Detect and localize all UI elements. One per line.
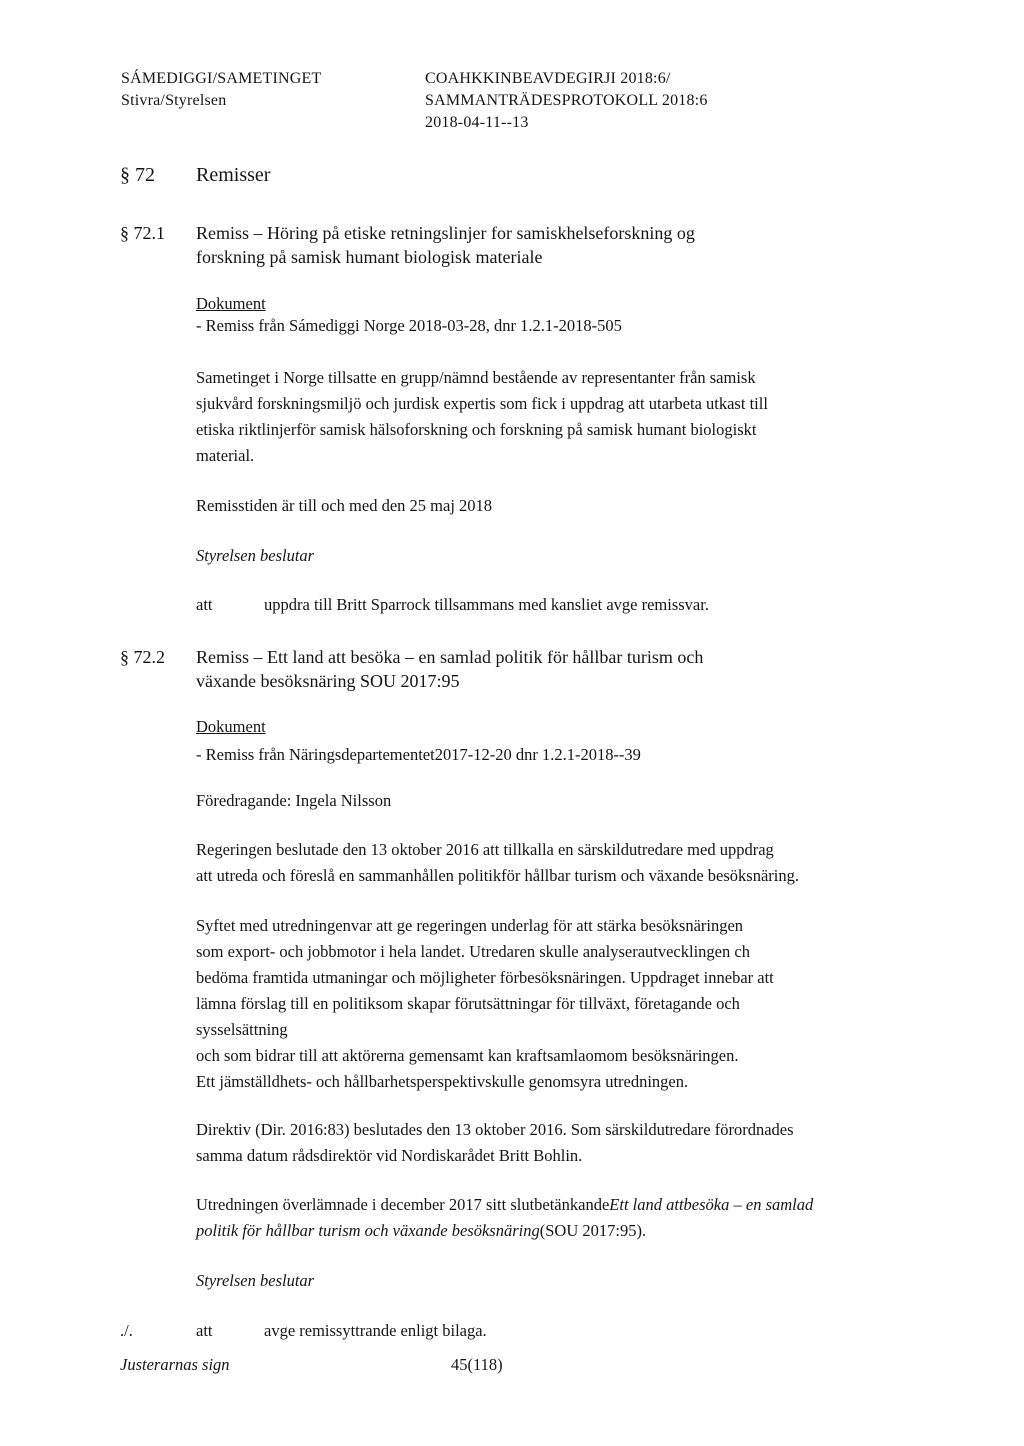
item2-presenter: Föredragande: Ingela Nilsson bbox=[196, 791, 392, 810]
report-title-part1: Ett land attbesöka – en samlad bbox=[609, 1195, 814, 1214]
item2-para2-line: lämna förslag till en politiksom skapar förutsättningar för tillväxt, företagande och bbox=[196, 994, 740, 1013]
attachment-mark: ./. bbox=[120, 1321, 133, 1340]
item2-doc-label: Dokument bbox=[196, 717, 266, 736]
item2-para2-line: Syftet med utredningenvar att ge regeringen underlag för att stärka besöksnäringen bbox=[196, 916, 744, 935]
item2-para2-line: och som bidrar till att aktörerna gemensamt kan kraftsamlaomom besöksnäringen. bbox=[196, 1046, 739, 1065]
para4-text: Utredningen överlämnade i december 2017 sitt slutbetänkande bbox=[196, 1195, 610, 1214]
item2-para2-line: sysselsättning bbox=[196, 1020, 288, 1039]
item1-title-line2: forskning på samisk humant biologisk materiale bbox=[196, 247, 543, 267]
item2-number: § 72.2 bbox=[120, 647, 165, 667]
item2-decision-att: att bbox=[196, 1321, 213, 1340]
item1-para-line: sjukvård forskningsmiljö och jurdisk expertis som fick i uppdrag att utarbeta utkast till bbox=[196, 394, 768, 413]
item2-para4-line1 bbox=[196, 1192, 813, 1218]
item1-deadline: Remisstiden är till och med den 25 maj 2018 bbox=[196, 496, 493, 515]
item2-title-line1: Remiss – Ett land att besöka – en samlad politik för hållbar turism och bbox=[196, 647, 704, 667]
doc-subtitle: SAMMANTRÄDESPROTOKOLL 2018:6 bbox=[425, 92, 708, 109]
org-body: Stivra/Styrelsen bbox=[121, 92, 227, 109]
item1-decision-text: uppdra till Britt Sparrock tillsammans med kansliet avge remissvar. bbox=[264, 595, 709, 614]
line-text: som export- och jobbmotor i hela landet. Utredaren skulle analyserautvecklingen ch bbox=[196, 942, 750, 961]
doc-date: 2018-04-11--13 bbox=[425, 114, 529, 131]
signature-label: Justerarnas sign bbox=[120, 1355, 230, 1374]
item1-decision-att: att bbox=[196, 595, 213, 614]
report-title-part2: politik för hållbar turism och växande besöksnäring bbox=[196, 1221, 540, 1240]
section-number: § 72 bbox=[120, 164, 155, 186]
item2-decision-text: avge remissyttrande enligt bilaga. bbox=[264, 1321, 487, 1340]
item2-para2-line bbox=[196, 939, 962, 965]
item1-doc-item: - Remiss från Sámediggi Norge 2018-03-28, dnr 1.2.1-2018-505 bbox=[196, 316, 622, 335]
item1-para-line: Sametinget i Norge tillsatte en grupp/nämnd bestående av representanter från samisk bbox=[196, 368, 756, 387]
item2-para1-line: att utreda och föreslå en sammanhållen politikför hållbar turism och växande besöksnäring. bbox=[196, 866, 799, 885]
item2-decision-heading: Styrelsen beslutar bbox=[196, 1271, 315, 1290]
item2-title-line2: växande besöksnäring SOU 2017:95 bbox=[196, 671, 460, 691]
item2-para2-line: bedöma framtida utmaningar och möjligheter förbesöksnäringen. Uppdraget innebar att bbox=[196, 968, 774, 987]
item1-para-line: etiska riktlinjerför samisk hälsoforskning och forskning på samisk humant biologiskt bbox=[196, 420, 757, 439]
item1-doc-label: Dokument bbox=[196, 294, 266, 313]
item2-doc-item: - Remiss från Näringsdepartementet2017-12-20 dnr 1.2.1-2018--39 bbox=[196, 745, 641, 764]
item2-para3-line: samma datum rådsdirektör vid Nordiskarådet Britt Bohlin. bbox=[196, 1146, 583, 1165]
item1-number: § 72.1 bbox=[120, 223, 165, 243]
item1-decision-heading: Styrelsen beslutar bbox=[196, 546, 315, 565]
section-title: Remisser bbox=[196, 164, 271, 186]
item2-para4-line2 bbox=[196, 1218, 646, 1244]
item1-title-line1: Remiss – Höring på etiske retningslinjer for samiskhelseforskning og bbox=[196, 223, 695, 243]
page-number: 45(118) bbox=[451, 1355, 503, 1374]
item2-para3-line: Direktiv (Dir. 2016:83) beslutades den 13 oktober 2016. Som särskildutredare förordnades bbox=[196, 1120, 794, 1139]
item2-para2-line: Ett jämställdhets- och hållbarhetsperspektivskulle genomsyra utredningen. bbox=[196, 1072, 689, 1091]
item2-para1-line: Regeringen beslutade den 13 oktober 2016 att tillkalla en särskildutredare med uppdrag bbox=[196, 840, 774, 859]
item1-para-line: material. bbox=[196, 446, 255, 465]
doc-title: COAHKKINBEAVDEGIRJI 2018:6/ bbox=[425, 70, 671, 87]
org-name: SÁMEDIGGI/SAMETINGET bbox=[121, 70, 322, 87]
para4-text: (SOU 2017:95). bbox=[539, 1221, 647, 1240]
